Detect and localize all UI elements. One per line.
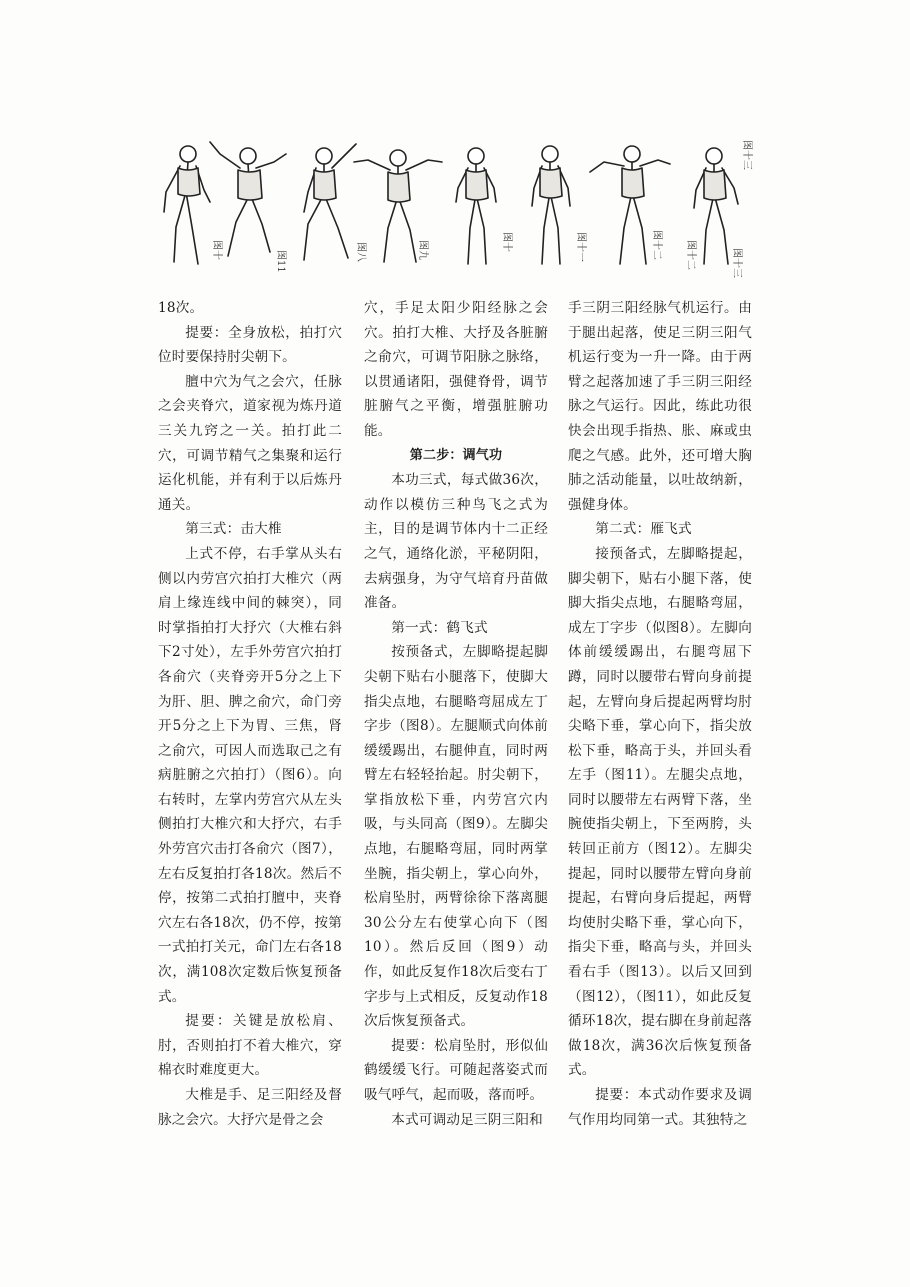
paragraph: 穴，手足太阳少阳经脉之会穴。拍打大椎、大抒及各脏腑之俞穴，可调节阳脉之脉络，以贯通诸阳，强健脊骨，调节脏腑气之平衡，增强脏腑功能。: [364, 300, 548, 439]
section-subheading: 第二式：雁飞式: [595, 521, 692, 538]
paragraph: 按预备式，左脚略提起脚尖朝下贴右小腿落下，使脚大指尖点地，右腿略弯屈成左丁字步（图8）。左腿顺式向体前缓缓踢出，右腿伸直，同时两臂左右轻轻抬起。肘尖朝下，掌指放松下垂，内劳宫穴内吸，与头同高（图9）。左脚尖点地，右腿略弯屈，同时两掌坐腕，指尖朝上，掌心向外，松肩坠肘，两臂徐徐下落离腿30公分左右使掌心向下（图10）。然后反回（图9）动作，如此反复作18次后变右丁字步与上式相反，反复动作18次后恢复预备式。: [364, 644, 548, 1030]
figure-label: 图十三: [731, 248, 742, 278]
section-heading: 第二步：调气功: [409, 447, 503, 463]
paragraph: 膻中穴为气之会穴，任脉之会夹脊穴，道家视为炼丹道三关九窍之一关。拍打此二穴，可调节精气之集聚和运行运化机能，并有利于以后炼丹通关。: [158, 373, 342, 513]
figure-label: 图九: [417, 240, 428, 260]
section-subheading: 第三式：击大椎: [185, 521, 282, 538]
paragraph: 本式可调动足三阴三阳和: [391, 1111, 543, 1128]
figure-label: 图十: [501, 232, 512, 252]
paragraph: 本功三式，每式做36次，动作以模仿三种鸟飞之式为主，目的是调节体内十二正经之气，通络化淤，平秘阴阳，去病强身，为守气培育丹苗做准备。: [364, 472, 548, 612]
paragraph: 18次。: [158, 300, 204, 316]
text-column-1: [158, 296, 342, 1128]
paragraph: 大椎是手、足三阳经及督脉之会穴。大抒穴是骨之会: [158, 1087, 342, 1128]
exercise-figure-strip: [158, 132, 752, 280]
figure-8-drawing: [694, 148, 738, 264]
section-subheading: 第一式：鹤飞式: [391, 619, 488, 636]
figure-label: 图十: [211, 240, 222, 260]
paragraph: 提要：松肩坠肘，形似仙鹤缓缓飞行。可随起落姿式而吸气呼气，起而吸，落而呼。: [364, 1037, 548, 1103]
paragraph: 手三阴三阳经脉气机运行。由于腿出起落，使足三阴三阳气机运行变为一升一降。由于两臂之起落加速了手三阴三阳经脉之气运行。因此，练此功很快会出现手指热、胀、麻或虫爬之气感。此外，还可增大胸肺之活动能量，以吐故纳新，强健身体。: [568, 300, 752, 513]
figure-label: 图十二: [685, 240, 696, 270]
figure-6-drawing: [532, 146, 570, 264]
figure-label: 图十二: [651, 230, 662, 260]
figure-5-drawing: [456, 148, 496, 264]
figure-label: 图11: [275, 250, 286, 273]
paragraph: 上式不停，右手掌从头右侧以内劳宫穴拍打大椎穴（两肩上缘连线中间的棘突），同时掌指拍打大抒穴（大椎右斜下2寸处），左手外劳宫穴拍打各俞穴（夹脊旁开5分之上下为肝、胆、脾之俞穴，命门旁开5分之上下为胃、三焦，肾之俞穴，可因人而选取己之有病脏腑之穴拍打）（图6）。向右转时，左掌内劳宫穴从左头侧拍打大椎穴和大抒穴，右手外劳宫穴击打各俞穴（图7），左右反复拍打各18次。然后不停，按第二式拍打膻中，夹脊穴左右各18次，仍不停，按第一式拍打关元，命门左右各18次，满108次定数后恢复预备式。: [158, 545, 342, 1005]
paragraph: 接预备式，左脚略提起，脚尖朝下，贴右小腿下落，使脚大指尖点地，右腿略弯屈，成左丁字步（似图8）。左脚向体前缓缓踢出，右腿弯屈下蹲，同时以腰带右臂向身前提起，左臂向身后提起两臂均肘尖略下垂，掌心向下，指尖放松下垂，略高于头，并回头看左手（图11）。左腿尖点地，同时以腰带左右两臂下落，坐腕使指尖朝上，下至两胯，头转回正前方（图12）。左脚尖提起，同时以腰带左臂向身前提起，右臂向身后提起，两臂均使肘尖略下垂，掌心向下，指尖下垂，略高与头，并回头看右手（图13）。以后又回到（图12），（图11），如此反复循环18次，提右脚在身前起落做18次，满36次后恢复预备式。: [568, 545, 752, 1079]
figure-2-drawing: [210, 142, 286, 256]
text-column-2: [364, 296, 548, 1128]
figure-label: 图八: [355, 242, 366, 262]
figure-3-drawing: [304, 144, 356, 260]
text-column-3: [568, 296, 752, 1128]
paragraph: 提要：全身放松，拍打穴位时要保持肘尖朝下。: [158, 324, 342, 366]
paragraph: 提要：本式动作要求及调气作用均同第一式。其独特之: [568, 1087, 752, 1128]
paragraph: 提要：关键是放松肩、肘，否则拍打不着大椎穴，穿棉衣时难度更大。: [158, 1013, 342, 1079]
text-columns: [158, 296, 752, 1128]
figure-1-drawing: [164, 146, 210, 264]
figure-label: 图十三: [741, 140, 752, 170]
figure-label: 图十一: [575, 232, 586, 262]
